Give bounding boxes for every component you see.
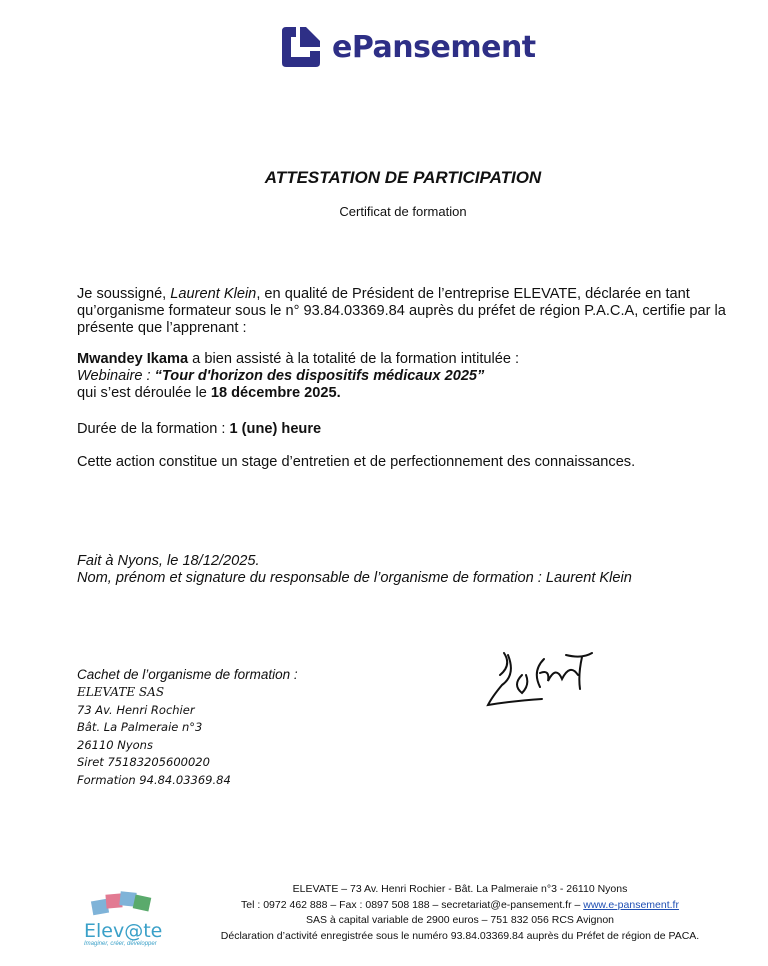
duration-value: 1 (une) heure — [229, 421, 322, 437]
stamp-line: ELEVATE SAS — [77, 685, 165, 699]
stamp-line: Siret 75183205600020 — [77, 755, 210, 769]
elevate-logo — [84, 890, 168, 947]
intro-paragraph — [77, 286, 737, 337]
action-statement: Cette action constitue un stage d’entretien et de perfectionnement des connaissances. — [77, 454, 636, 470]
duration — [77, 421, 737, 438]
course-title: “Tour d'horizon des dispositifs médicaux 2025” — [154, 368, 485, 384]
course-date: 18 décembre 2025. — [210, 385, 341, 401]
elevate-logo-icon — [84, 890, 164, 916]
epansement-logo-icon — [278, 25, 322, 69]
stamp-line: 26110 Nyons — [77, 737, 153, 752]
footer — [160, 882, 760, 944]
course-type: Webinaire : — [77, 368, 155, 384]
stamp-line: 73 Av. Henri Rochier — [77, 702, 195, 717]
footer-declaration: Déclaration d’activité enregistrée sous le numéro 93.84.03369.84 auprès du Préfet de région de PACA. — [220, 929, 700, 942]
participant-paragraph — [77, 351, 737, 402]
stamp-line: Formation 94.84.03369.84 — [77, 772, 231, 787]
place-date: Fait à Nyons, le 18/12/2025. — [77, 553, 260, 569]
website-link[interactable]: www.e-pansement.fr — [583, 898, 679, 911]
handwritten-signature — [482, 645, 612, 715]
organization-stamp — [77, 666, 298, 789]
intro-text-cont: , en qualité de Président de l’entreprise ELEVATE, déclarée en tant qu’organisme formateur sous le n° 93.84.03369.84 auprès du préfet de région P.A.C.A, certifie par la présente que l’apprenant : — [77, 286, 726, 336]
document-title: ATTESTATION DE PARTICIPATION — [264, 168, 542, 187]
elevate-wordmark: Elev@te — [84, 920, 163, 942]
stamp-line: Bât. La Palmeraie n°3 — [77, 720, 203, 734]
signature-line: Nom, prénom et signature du responsable de l’organisme de formation : Laurent Klein — [77, 570, 632, 586]
duration-label: Durée de la formation : — [77, 421, 230, 437]
participant-text: a bien assisté à la totalité de la formation intitulée : — [188, 351, 520, 367]
date-text: qui s’est déroulée le — [77, 385, 211, 401]
footer-address: ELEVATE – 73 Av. Henri Rochier - Bât. La Palmeraie n°3 - 26110 Nyons — [292, 883, 628, 895]
epansement-logo — [278, 25, 536, 69]
document-subtitle: Certificat de formation — [339, 204, 467, 219]
participant-name: Mwandey Ikama — [77, 351, 189, 367]
closing — [77, 553, 737, 587]
footer-contact: Tel : 0972 462 888 – Fax : 0897 508 188 – secretariat@e-pansement.fr – — [241, 898, 584, 911]
elevate-tagline: Imaginer, créer, développer — [84, 941, 157, 947]
stamp-label: Cachet de l’organisme de formation : — [77, 667, 298, 682]
intro-text: Je soussigné, — [77, 286, 171, 302]
brand-name: ePansement — [332, 29, 536, 65]
signer-name: Laurent Klein — [170, 286, 257, 302]
footer-legal: SAS à capital variable de 2900 euros – 751 832 056 RCS Avignon — [305, 914, 615, 926]
